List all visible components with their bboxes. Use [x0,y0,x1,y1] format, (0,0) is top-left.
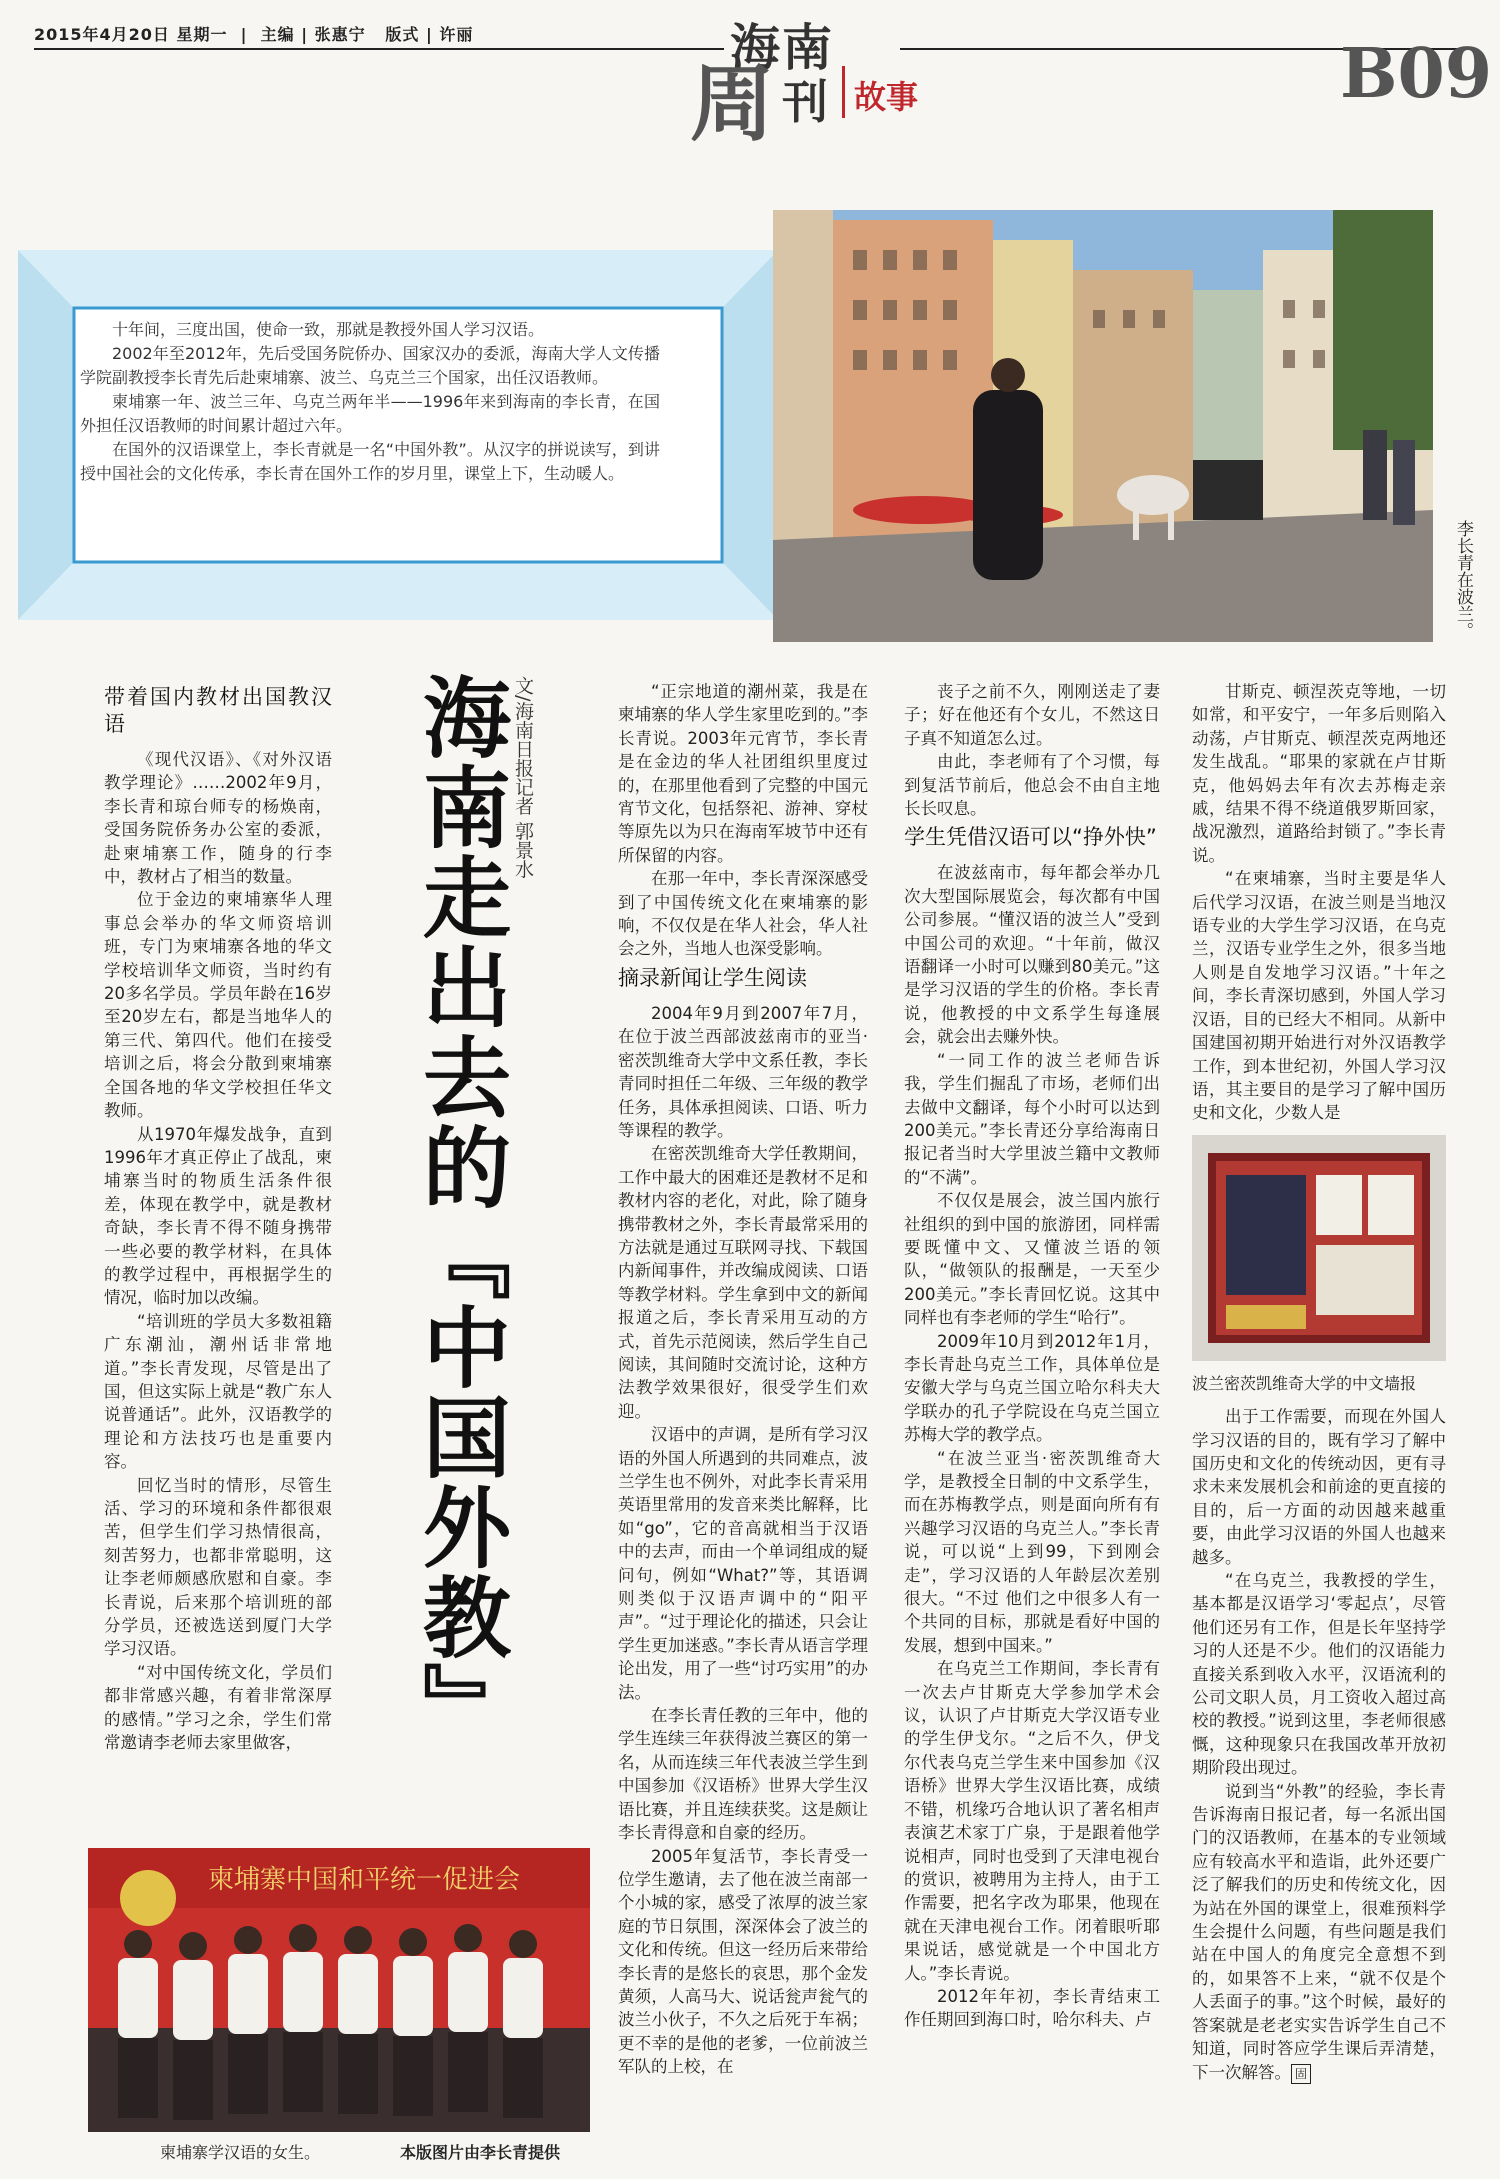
editor-name: 张惠宁 [314,25,366,44]
header-info: 2015年4月20日 星期一 | 主编 | 张惠宁 版式 | 许丽 [34,25,474,44]
article-paragraph: 《现代汉语》、《对外汉语教学理论》……2002年9月，李长青和琼台师专的杨焕南，受国务院侨务办公室的委派，赴柬埔寨工作，随身的行李中，教材占了相当的数量。 [104,750,332,887]
article-paragraph: “在乌克兰，我教授的学生，基本都是汉语学习‘零起点’，尽管他们还另有工作，但是长年坚持学习的人还是不少。他们的汉语能力直接关系到收入水平，汉语流利的公司文职人员，月工资收入超过高校的教授。”说到这里，李老师很感慨，这种现象只在我国改革开放初期阶段出现过。 [1192,1570,1446,1778]
article-paragraph: “对中国传统文化，学员们都非常感兴趣，有着非常深厚的感情。”学习之余，学生们常常邀请李老师去家里做客， [104,1662,332,1753]
article-paragraph: 由此，李老师有了个习惯，每到复活节前后，他总会不由自主地长长叹息。 [904,752,1160,819]
header-rule-left [34,48,724,50]
end-mark: 固 [1291,2064,1311,2084]
section-title: 故事 [854,78,919,116]
intro-paragraph: 在国外的汉语课堂上，李长青就是一名“中国外教”。从汉字的拼说读写，到讲授中国社会的文化传承，李长青在国外工作的岁月里，课堂上下，生动暖人。 [80,440,660,483]
article-paragraph: “一同工作的波兰老师告诉我，学生们掘乱了市场，老师们出去做中文翻译，每个小时可以达到200美元。”李长青还分享给海南日报记者当时大学里波兰籍中文教师的“不满”。 [904,1050,1160,1187]
photo-cambodia-students [88,1848,590,2132]
column-2 [618,680,868,2158]
subheading-3: 学生凭借汉语可以“挣外快” [904,825,1157,850]
article-paragraph: 2012年年初，李长青结束工作任期回到海口时，哈尔科夫、卢 [904,1986,1160,2030]
headline: 海南走出去的『中国外教』 [409,672,512,1752]
intro-paragraph: 十年间，三度出国，使命一致，那就是教授外国人学习汉语。 [112,320,545,339]
masthead-kan: 刊 [782,75,828,129]
photo-poland-square [773,210,1433,642]
page-number: B09 [1340,34,1493,114]
article-paragraph: 在密茨凯维奇大学任教期间，工作中最大的困难还是教材不足和教材内容的老化，对此，除了随身携带教材之外，李长青最常采用的方法就是通过互联网寻找、下载国内新闻事件，并改编成阅读、口语等教学材料。学生拿到中文的新闻报道之后，李长青采用互动的方式，首先示范阅读，然后学生自己阅读，其间随时交流讨论，这种方法教学效果很好，很受学生们欢迎。 [618,1144,868,1421]
last-paragraph-text: 说到当“外教”的经验，李长青告诉海南日报记者，每一名派出国门的汉语教师，在基本的专业领域应有较高水平和造诣，此外还要广泛了解我们的历史和传统文化，因为站在外国的课堂上，很难预料学生会提什么问题，有些问题是我们站在中国人的角度完全意想不到的，如果答不上来，“就不仅是个人丢面子的事。”这个时候，最好的答案就是老老实实告诉学生自己不知道，同时答应学生课后弄清楚，下一次解答。 [1192,1781,1446,2082]
editor-label: 主编 [260,25,295,44]
article-paragraph: 回忆当时的情形，尽管生活、学习的环境和条件都很艰苦，但学生们学习热情很高，刻苦努力，也都非常聪明，这让李老师颇感欣慰和自豪。李长青说，后来那个培训班的部分学员，还被选送到厦门大学学习汉语。 [104,1475,332,1659]
layout-name: 许丽 [439,25,474,44]
byline: 文/海南日报记者 郭景水 [512,676,534,879]
intro-paragraph: 柬埔寨一年、波兰三年、乌克兰两年半——1996年来到海南的李长青，在国外担任汉语教师的时间累计超过六年。 [80,392,660,435]
article-paragraph: 甘斯克、顿涅茨克等地，一切如常，和平安宁，一年多后则陷入动荡，卢甘斯克、顿涅茨克两地还发生战乱。“耶果的家就在卢甘斯克，他妈妈去年有次去苏梅走亲戚，结果不得不绕道俄罗斯回家，战况激烈，道路给封锁了。”李长青说。 [1192,682,1446,865]
banner-text: 柬埔寨中国和平统一促进会 [208,1865,521,1895]
section-divider [842,66,845,118]
article-paragraph: 位于金边的柬埔寨华人理事总会举办的华文师资培训班，专门为柬埔寨各地的华文学校培训华文师资，当时约有20多名学员。学员年龄在16岁至20岁左右，都是当地华人的第三代、第四代。他们在接受培训之后，将会分散到柬埔寨全国各地的华文学校担任华文教师。 [104,890,332,1121]
article-paragraph: 2009年10月到2012年1月，李长青赴乌克兰工作，具体单位是安徽大学与乌克兰国立哈尔科夫大学联办的孔子学院设在乌克兰国立苏梅大学的教学点。 [904,1331,1160,1445]
article-paragraph: 从1970年爆发战争，直到1996年才真正停止了战乱，柬埔寨当时的物质生活条件很差，体现在教学中，就是教材奇缺，李长青不得不随身携带一些必要的教学材料，在具体的教学过程中，再根据学生的情况，临时加以改编。 [104,1124,332,1308]
article-paragraph: 2005年复活节，李长青受一位学生邀请，去了他在波兰南部一个小城的家，感受了浓厚的波兰家庭的节日氛围，深深体会了波兰的文化和传统。但这一经历后来带给李长青的是悠长的哀思，那个金发黄须，人高马大、说话瓮声瓮气的波兰小伙子，不久之后死于车祸；更不幸的是他的老爹，一位前波兰军队的上校，在 [618,1846,868,2077]
layout-label: 版式 [385,25,420,44]
article-paragraph: “在柬埔寨，当时主要是华人后代学习汉语，在波兰则是当地汉语专业的大学生学习汉语，在乌克兰，汉语专业学生之外，很多当地人则是自发地学习汉语。”十年之间，李长青深切感到，外国人学习汉语，目的已经大不相同。从新中国建国初期开始进行对外汉语教学工作，到本世纪初，外国人学习汉语，其主要目的是学习了解中国历史和文化，少数人是 [1192,869,1446,1123]
subheading-2: 摘录新闻让学生阅读 [618,965,807,990]
students-photo-art [88,1848,590,2132]
article-paragraph: 在波兹南市，每年都会举办几次大型国际展览会，每次都有中国公司参展。“懂汉语的波兰人”受到中国公司的欢迎。“十年前，做汉语翻译一小时可以赚到80美元。”这是学习汉语的学生的价格。李长青说，他教授的中文系学生每逢展会，就会出去赚外快。 [904,863,1160,1047]
article-paragraph: 在那一年中，李长青深深感受到了中国传统文化在柬埔寨的影响，不仅仅是在华人社会，华人社会之外，当地人也深受影响。 [618,869,868,959]
article-paragraph: 出于工作需要，而现在外国人学习汉语的目的，既有学习了解中国历史和文化的传统动因，更有寻求未来发展机会和前途的更直接的目的，后一方面的动因越来越重要，由此学习汉语的外国人也越来越多。 [1192,1407,1446,1567]
article-paragraph [1192,1780,1446,2084]
article-paragraph: 2004年9月到2007年7月，在位于波兰西部波兹南市的亚当·密茨凯维奇大学中文系任教，李长青同时担任二年级、三年级的教学任务，具体承担阅读、口语、听力等课程的教学。 [618,1003,868,1140]
article-paragraph: 丧子之前不久，刚刚送走了妻子；好在他还有个女儿，不然这日子真不知道怎么过。 [904,682,1160,748]
photo-poland-art [773,210,1433,642]
subheading-1: 带着国内教材出国教汉语 [104,685,332,736]
intro-text [80,318,660,486]
photo-bottom-caption: 柬埔寨学汉语的女生。 [160,2143,321,2162]
wall-poster-art [1192,1135,1446,1361]
article-paragraph: 在李长青任教的三年中，他的学生连续三年获得波兰赛区的第一名，从而连续三年代表波兰学生到中国参加《汉语桥》世界大学生汉语比赛，并且连续获奖。这是颇让李长青得意和自豪的经历。 [618,1706,868,1843]
article-paragraph: “培训班的学员大多数祖籍广东潮汕，潮州话非常地道。”李长青发现，尽管是出了国，但这实际上就是“教广东人说普通话”。此外，汉语教学的理论和方法技巧也是重要内容。 [104,1311,332,1472]
photo-wall-poster [1192,1135,1446,1367]
photo-top-caption: 李长青在波兰。 [1453,520,1473,639]
column-4 [1192,680,1446,2158]
photo-credit: 本版图片由李长青提供 [400,2143,561,2162]
article-paragraph: 在乌克兰工作期间，李长青有一次去卢甘斯克大学参加学术会议，认识了卢甘斯克大学汉语专业的学生伊戈尔。“之后不久，伊戈尔代表乌克兰学生来中国参加《汉语桥》世界大学生汉语比赛，成绩不错，机缘巧合地认识了著名相声表演艺术家丁广泉，于是跟着他学说相声，同时也受到了天津电视台的赏识，被聘用为主持人，由于工作需要，把名字改为耶果，他现在就在天津电视台工作。闭着眼听耶果说话，感觉就是一个中国北方人。”李长青说。 [904,1659,1160,1983]
column-3 [904,680,1160,2158]
article-paragraph: “在波兰亚当·密茨凯维奇大学，是教授全日制的中文系学生，而在苏梅教学点，则是面向所有有兴趣学习汉语的乌克兰人。”李长青说，可以说“上到99，下到刚会走”，学习汉语的人年龄层次差别很大。“不过 他们之中很多人有一个共同的目标，那就是看好中国的发展，想到中国来。” [904,1448,1160,1655]
date-line: 2015年4月20日 星期一 [34,25,228,44]
wall-poster-caption: 波兰密茨凯维奇大学的中文墙报 [1192,1374,1417,1394]
masthead-zhou: 周 [690,55,775,153]
column-1 [104,680,332,1815]
article-paragraph: 汉语中的声调，是所有学习汉语的外国人所遇到的共同难点，波兰学生也不例外，对此李长青采用英语里常用的发音来类比解释，比如“go”，它的音高就相当于汉语中的去声，而由一个单词组成的疑问句，例如“What?”等，其语调则类似于汉语声调中的“阳平声”。“过于理论化的描述，只会让学生更加迷惑。”李长青从语言学理论出发，用了一些“讨巧实用”的办法。 [618,1425,868,1702]
intro-paragraph: 2002年至2012年，先后受国务院侨办、国家汉办的委派，海南大学人文传播学院副教授李长青先后赴柬埔寨、波兰、乌克兰三个国家，出任汉语教师。 [80,344,660,387]
article-paragraph: “正宗地道的潮州菜，我是在柬埔寨的华人学生家里吃到的。”李长青说。2003年元宵节，李长青是在金边的华人社团组织里度过的，在那里他看到了完整的中国元宵节文化，包括祭祀、游神、穿杖等原先以为只在海南军坡节中还有所保留的内容。 [618,682,868,865]
article-paragraph: 不仅仅是展会，波兰国内旅行社组织的到中国的旅游团，同样需要既懂中文、又懂波兰语的领队，“做领队的报酬是，一天至少200美元。”李长青回忆说。这其中同样也有李老师的学生“哈行”。 [904,1191,1160,1328]
masthead-hainan: 海南 [730,19,834,77]
